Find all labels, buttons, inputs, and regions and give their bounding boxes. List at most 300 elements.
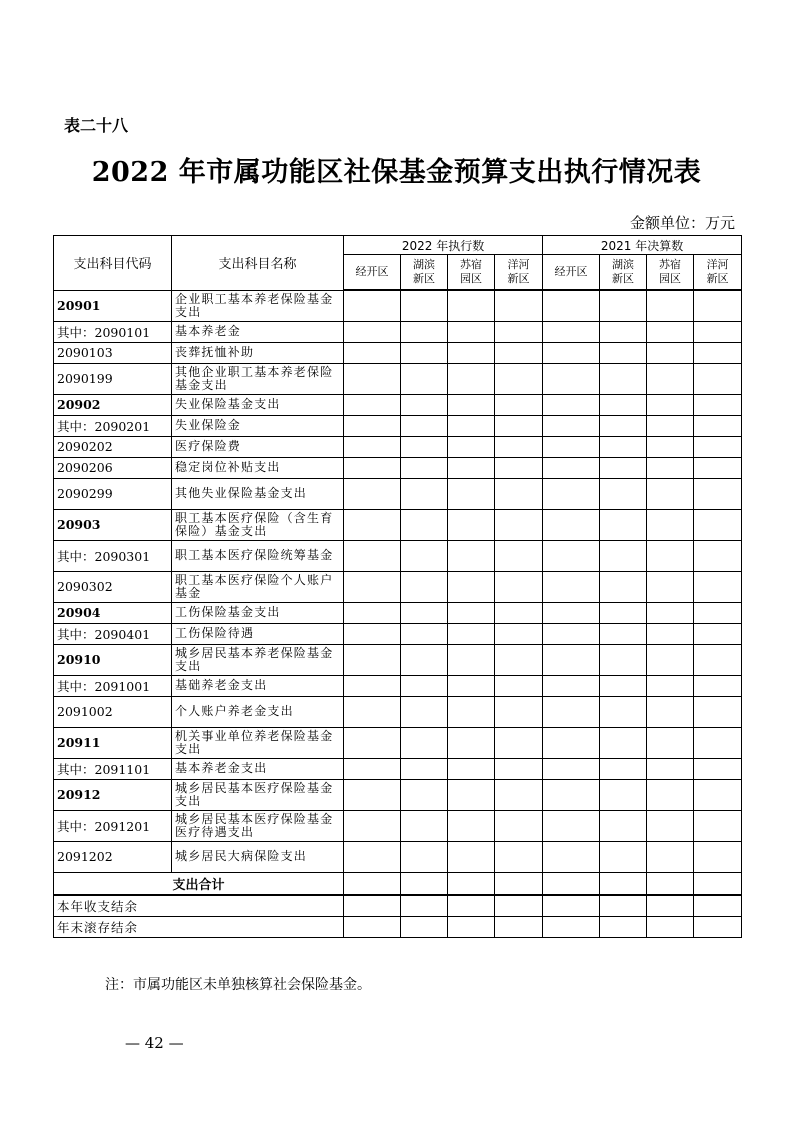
subject-code: 其中：2090201 [54,415,172,436]
value-cell [344,623,401,644]
value-cell [647,321,694,342]
value-cell [600,810,647,841]
table-row [54,540,742,571]
value-cell [344,602,401,623]
value-cell [344,342,401,363]
value-cell [401,540,448,571]
subject-code: 20902 [54,394,172,415]
balance-row [54,916,742,937]
region-line1: 苏宿 [460,258,482,271]
subject-code: 2090199 [54,363,172,394]
subject-code: 其中：2090401 [54,623,172,644]
value-cell [448,644,495,675]
subject-name: 职工基本医疗保险（含生育保险）基金支出 [172,509,344,540]
subject-name: 机关事业单位养老保险基金支出 [172,727,344,758]
value-cell [401,758,448,779]
value-cell [495,727,543,758]
value-cell [694,696,742,727]
value-cell [543,436,600,457]
value-cell [401,457,448,478]
value-cell [495,457,543,478]
value-cell [600,478,647,509]
value-cell [647,623,694,644]
value-cell [448,916,495,937]
page-number: — 42 — [125,1034,184,1052]
value-cell [401,478,448,509]
value-cell [495,602,543,623]
region-line2: 新区 [706,272,729,285]
value-cell [647,779,694,810]
table-row [54,509,742,540]
subject-code: 20904 [54,602,172,623]
value-cell [600,644,647,675]
value-cell [647,810,694,841]
value-cell [600,602,647,623]
value-cell [647,457,694,478]
value-cell [694,779,742,810]
table-number: 表二十八 [64,116,129,135]
value-cell [448,696,495,727]
value-cell [344,290,401,321]
value-cell [401,342,448,363]
table-row [54,363,742,394]
table-row [54,675,742,696]
subject-name: 其他企业职工基本养老保险基金支出 [172,363,344,394]
value-cell [694,602,742,623]
subject-code: 其中：2090301 [54,540,172,571]
value-cell [495,394,543,415]
table-row [54,457,742,478]
region-header [401,255,448,291]
value-cell [543,895,600,917]
value-cell [600,540,647,571]
value-cell [543,394,600,415]
value-cell [694,895,742,917]
subject-name: 其他失业保险基金支出 [172,478,344,509]
region-line1: 苏宿 [659,258,682,271]
value-cell [694,457,742,478]
region-header [694,255,742,291]
value-cell [600,675,647,696]
table-row [54,415,742,436]
value-cell [448,841,495,872]
value-cell [401,394,448,415]
value-cell [600,509,647,540]
table-row [54,602,742,623]
value-cell [694,872,742,895]
value-cell [448,457,495,478]
value-cell [495,436,543,457]
value-cell [647,478,694,509]
subject-name: 失业保险金 [172,415,344,436]
value-cell [600,872,647,895]
region-header [344,255,401,291]
subject-code: 其中：2091101 [54,758,172,779]
balance-row [54,895,742,917]
value-cell [647,509,694,540]
value-cell [600,363,647,394]
value-cell [344,457,401,478]
value-cell [344,696,401,727]
value-cell [495,321,543,342]
table-row [54,841,742,872]
value-cell [401,644,448,675]
footnote: 注：市属功能区未单独核算社会保险基金。 [105,977,371,993]
region-line2: 新区 [413,272,435,285]
value-cell [344,895,401,917]
value-cell [344,363,401,394]
value-cell [495,571,543,602]
value-cell [344,810,401,841]
value-cell [401,872,448,895]
value-cell [694,540,742,571]
region-line1: 湖滨 [413,258,435,271]
table-row [54,810,742,841]
table-row [54,478,742,509]
value-cell [647,363,694,394]
region-header [543,255,600,291]
value-cell [495,758,543,779]
header-name: 支出科目名称 [172,236,344,291]
table-row [54,779,742,810]
value-cell [694,623,742,644]
value-cell [543,415,600,436]
subject-name: 丧葬抚恤补助 [172,342,344,363]
value-cell [647,540,694,571]
subject-code: 其中：2091201 [54,810,172,841]
value-cell [600,415,647,436]
value-cell [647,644,694,675]
value-cell [647,675,694,696]
value-cell [543,841,600,872]
value-cell [694,509,742,540]
table-row [54,571,742,602]
subject-code: 20910 [54,644,172,675]
subject-code: 2091202 [54,841,172,872]
value-cell [344,478,401,509]
value-cell [694,394,742,415]
subject-name: 基本养老金 [172,321,344,342]
value-cell [448,342,495,363]
value-cell [448,758,495,779]
region-line2: 园区 [460,272,482,285]
page-title: 2022 年市属功能区社保基金预算支出执行情况表 [91,157,702,188]
value-cell [448,810,495,841]
value-cell [543,321,600,342]
value-cell [448,895,495,917]
value-cell [694,342,742,363]
value-cell [543,810,600,841]
value-cell [543,644,600,675]
value-cell [647,696,694,727]
region-line1: 洋河 [706,258,729,271]
table-row [54,758,742,779]
value-cell [600,779,647,810]
subject-name: 城乡居民基本医疗保险基金支出 [172,779,344,810]
value-cell [401,602,448,623]
value-cell [448,540,495,571]
subject-name: 城乡居民大病保险支出 [172,841,344,872]
value-cell [694,290,742,321]
value-cell [401,321,448,342]
value-cell [401,841,448,872]
value-cell [600,457,647,478]
value-cell [495,644,543,675]
value-cell [344,321,401,342]
value-cell [543,779,600,810]
subject-code: 2090202 [54,436,172,457]
value-cell [448,675,495,696]
region-line1: 湖滨 [612,258,635,271]
value-cell [694,841,742,872]
value-cell [600,436,647,457]
value-cell [543,457,600,478]
value-cell [694,478,742,509]
value-cell [495,415,543,436]
subject-name: 职工基本医疗保险统筹基金 [172,540,344,571]
value-cell [647,895,694,917]
value-cell [401,290,448,321]
value-cell [647,571,694,602]
value-cell [543,602,600,623]
budget-table [53,235,742,938]
value-cell [344,415,401,436]
subject-name: 个人账户养老金支出 [172,696,344,727]
region-header [600,255,647,291]
subject-code: 2090103 [54,342,172,363]
value-cell [495,509,543,540]
value-cell [543,571,600,602]
value-cell [647,727,694,758]
subject-code: 2091002 [54,696,172,727]
value-cell [344,758,401,779]
value-cell [344,916,401,937]
total-label: 支出合计 [54,872,344,895]
value-cell [647,394,694,415]
value-cell [495,623,543,644]
value-cell [543,363,600,394]
value-cell [694,363,742,394]
value-cell [543,758,600,779]
value-cell [344,872,401,895]
value-cell [543,916,600,937]
value-cell [448,602,495,623]
value-cell [647,872,694,895]
value-cell [543,675,600,696]
value-cell [344,509,401,540]
value-cell [495,290,543,321]
subject-name: 企业职工基本养老保险基金支出 [172,290,344,321]
value-cell [694,675,742,696]
total-row [54,872,742,895]
value-cell [495,841,543,872]
subject-name: 城乡居民基本医疗保险基金医疗待遇支出 [172,810,344,841]
value-cell [694,321,742,342]
subject-name: 医疗保险费 [172,436,344,457]
region-header [495,255,543,291]
header-code: 支出科目代码 [54,236,172,291]
value-cell [600,290,647,321]
unit-label: 金额单位：万元 [629,214,735,232]
value-cell [543,872,600,895]
value-cell [448,394,495,415]
value-cell [647,290,694,321]
value-cell [344,841,401,872]
table-row [54,394,742,415]
value-cell [495,872,543,895]
value-cell [543,696,600,727]
subject-name: 工伤保险基金支出 [172,602,344,623]
value-cell [448,509,495,540]
table-row [54,623,742,644]
subject-name: 城乡居民基本养老保险基金支出 [172,644,344,675]
value-cell [543,290,600,321]
subject-code: 2090206 [54,457,172,478]
value-cell [401,436,448,457]
value-cell [647,342,694,363]
value-cell [694,644,742,675]
subject-code: 其中：2091001 [54,675,172,696]
value-cell [647,916,694,937]
value-cell [448,436,495,457]
value-cell [647,841,694,872]
subject-code: 20912 [54,779,172,810]
value-cell [543,623,600,644]
value-cell [448,290,495,321]
value-cell [600,394,647,415]
value-cell [600,916,647,937]
value-cell [495,696,543,727]
value-cell [647,602,694,623]
balance-label: 年末滚存结余 [54,916,344,937]
value-cell [495,779,543,810]
value-cell [448,415,495,436]
value-cell [495,916,543,937]
value-cell [448,872,495,895]
header-2021: 2021 年决算数 [543,236,742,255]
value-cell [401,810,448,841]
value-cell [401,415,448,436]
table-row [54,727,742,758]
value-cell [448,363,495,394]
header-2022: 2022 年执行数 [344,236,543,255]
subject-code: 2090299 [54,478,172,509]
value-cell [401,571,448,602]
value-cell [495,810,543,841]
value-cell [448,571,495,602]
value-cell [344,779,401,810]
value-cell [694,415,742,436]
table-body [54,290,742,937]
value-cell [543,478,600,509]
value-cell [600,696,647,727]
value-cell [401,675,448,696]
value-cell [694,436,742,457]
value-cell [344,436,401,457]
value-cell [401,895,448,917]
subject-name: 工伤保险待遇 [172,623,344,644]
value-cell [344,540,401,571]
value-cell [448,623,495,644]
table-row [54,696,742,727]
value-cell [401,509,448,540]
balance-label: 本年收支结余 [54,895,344,917]
subject-name: 稳定岗位补贴支出 [172,457,344,478]
value-cell [600,571,647,602]
value-cell [647,436,694,457]
value-cell [694,916,742,937]
subject-code: 20901 [54,290,172,321]
value-cell [344,675,401,696]
table-row [54,290,742,321]
region-header [647,255,694,291]
value-cell [543,727,600,758]
value-cell [401,623,448,644]
value-cell [600,841,647,872]
value-cell [600,342,647,363]
region-header [448,255,495,291]
region-line2: 园区 [659,272,682,285]
value-cell [495,675,543,696]
value-cell [600,758,647,779]
table-row [54,342,742,363]
value-cell [543,540,600,571]
value-cell [401,727,448,758]
value-cell [647,758,694,779]
value-cell [694,810,742,841]
value-cell [495,478,543,509]
region-line2: 新区 [612,272,635,285]
value-cell [448,478,495,509]
value-cell [448,727,495,758]
value-cell [600,727,647,758]
subject-code: 20903 [54,509,172,540]
value-cell [495,540,543,571]
region-line1: 经开区 [554,265,588,278]
table-row [54,644,742,675]
value-cell [600,321,647,342]
subject-code: 其中：2090101 [54,321,172,342]
region-line2: 新区 [507,272,530,285]
value-cell [401,363,448,394]
subject-name: 基础养老金支出 [172,675,344,696]
table-row [54,436,742,457]
value-cell [495,342,543,363]
value-cell [448,779,495,810]
table-row [54,321,742,342]
region-line1: 洋河 [507,258,530,271]
value-cell [401,779,448,810]
value-cell [543,509,600,540]
value-cell [495,895,543,917]
value-cell [344,727,401,758]
subject-code: 20911 [54,727,172,758]
value-cell [344,644,401,675]
value-cell [600,895,647,917]
subject-name: 失业保险基金支出 [172,394,344,415]
subject-name: 基本养老金支出 [172,758,344,779]
value-cell [495,363,543,394]
value-cell [694,727,742,758]
value-cell [543,342,600,363]
value-cell [600,623,647,644]
value-cell [694,758,742,779]
value-cell [448,321,495,342]
value-cell [344,571,401,602]
value-cell [401,916,448,937]
value-cell [647,415,694,436]
subject-code: 2090302 [54,571,172,602]
